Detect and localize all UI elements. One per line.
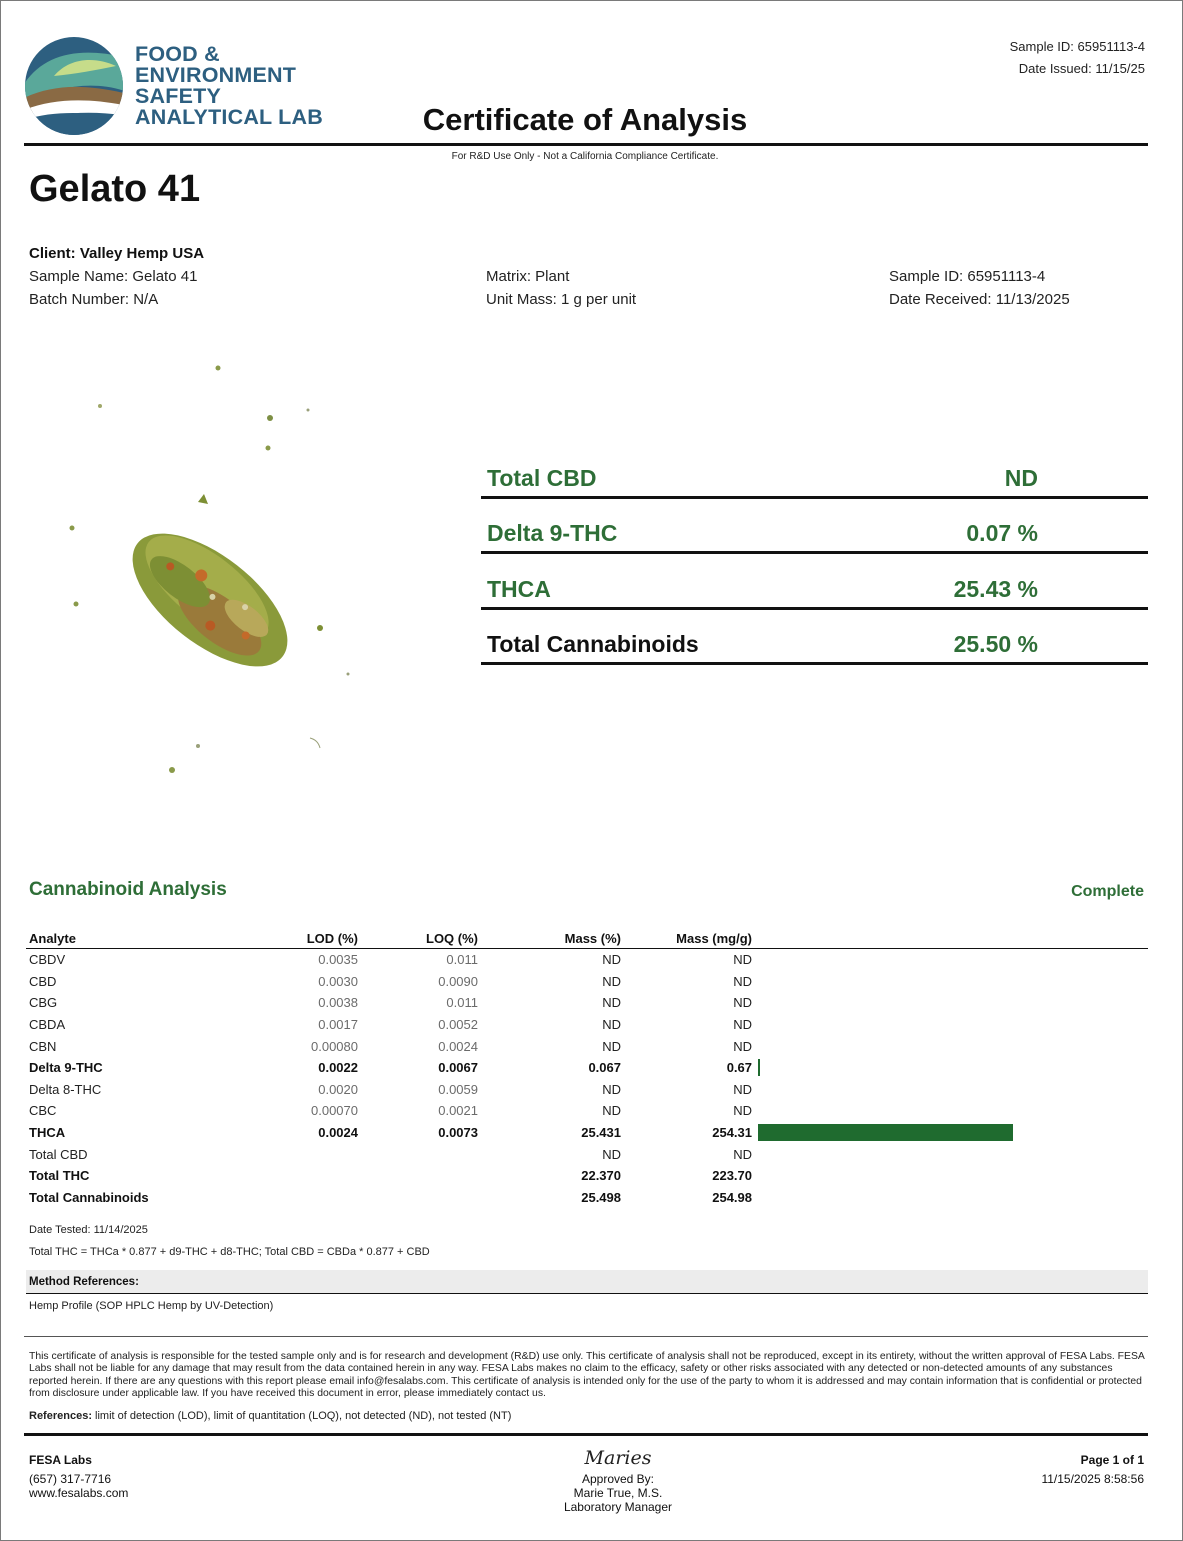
- table-row: [26, 1035, 1148, 1057]
- analyte-cell: CBDV: [29, 952, 66, 968]
- bar-cell: [755, 971, 1148, 993]
- footer-website[interactable]: www.fesalabs.com: [29, 1486, 129, 1500]
- analyte-cell: THCA: [29, 1125, 66, 1141]
- formula-note: Total THC = THCa * 0.877 + d9-THC + d8-THC; Total CBD = CBDa * 0.877 + CBD: [29, 1246, 430, 1258]
- mass-pct-cell: 25.498: [581, 1189, 621, 1205]
- summary-value: ND: [1004, 465, 1038, 491]
- table-row: [26, 1057, 1148, 1079]
- summary-label: Total CBD: [487, 465, 597, 491]
- table-row: [26, 1143, 1148, 1165]
- bar-cell: [755, 1100, 1148, 1122]
- mass-mg-cell: ND: [733, 952, 752, 968]
- references-text: limit of detection (LOD), limit of quantitation (LOQ), not detected (ND), not tested (NT): [91, 1410, 512, 1422]
- mass-pct-cell: 0.067: [588, 1060, 621, 1076]
- analyte-cell: Total Cannabinoids: [29, 1189, 149, 1205]
- page-title: Certificate of Analysis: [422, 102, 748, 137]
- logo-line: FOOD &: [135, 42, 220, 66]
- bar-cell: [755, 1035, 1148, 1057]
- status-badge: Complete: [1071, 883, 1144, 900]
- lod-cell: 0.00080: [311, 1038, 358, 1054]
- client-name: Client: Valley Hemp USA: [29, 245, 205, 262]
- footer-divider: [24, 1433, 1148, 1436]
- rd-note: For R&D Use Only - Not a California Compliance Certificate.: [451, 151, 719, 162]
- loq-cell: 0.011: [446, 952, 478, 968]
- mass-pct-cell: 22.370: [581, 1168, 621, 1184]
- lod-cell: [246, 1165, 361, 1187]
- bar-cell: [755, 1014, 1148, 1036]
- footer-timestamp: 11/15/2025 8:58:56: [1041, 1472, 1144, 1486]
- analyte-cell: CBDA: [29, 1017, 66, 1033]
- date-tested: Date Tested: 11/14/2025: [29, 1224, 148, 1236]
- mass-pct-cell: ND: [602, 1081, 621, 1097]
- loq-cell: 0.0059: [438, 1081, 478, 1097]
- table-row: [26, 1014, 1148, 1036]
- sample-name: Sample Name: Gelato 41: [29, 268, 198, 285]
- product-photo: [60, 360, 380, 800]
- loq-cell: 0.0090: [438, 973, 478, 989]
- mass-mg-cell: ND: [733, 1038, 752, 1054]
- lod-cell: 0.0022: [318, 1060, 358, 1076]
- summary-value: 25.43 %: [953, 576, 1038, 602]
- analyte-cell: CBC: [29, 1103, 57, 1119]
- approver-name: Marie True, M.S.: [573, 1486, 663, 1500]
- product-name: Gelato 41: [29, 168, 201, 210]
- footer-phone: (657) 317-7716: [29, 1472, 112, 1486]
- references-line: [29, 1410, 511, 1422]
- mass-pct-cell: ND: [602, 995, 621, 1011]
- bar-cell: [755, 992, 1148, 1014]
- mass-bar: [758, 1124, 1013, 1141]
- mass-mg-cell: 0.67: [726, 1060, 752, 1076]
- mass-pct-cell: ND: [602, 952, 621, 968]
- analyte-cell: Total CBD: [29, 1146, 88, 1162]
- logo-line: SAFETY: [135, 84, 222, 108]
- header-sample-id: Sample ID: 65951113-4: [1009, 39, 1145, 54]
- lod-cell: 0.0024: [318, 1125, 358, 1141]
- lod-cell: 0.0017: [318, 1017, 358, 1033]
- loq-cell: 0.0024: [438, 1038, 478, 1054]
- mass-mg-cell: 254.31: [712, 1125, 752, 1141]
- analyte-cell: Total THC: [29, 1168, 90, 1184]
- disclaimer-text: This certificate of analysis is responsible for the tested sample only and is for research and development (R&D) use only. This certificate of analysis shall not be reproduced, except in its entirety, without the written approval of FESA Labs. FESA Labs shall not be liable for any damage that may result from the data contained herein in any way. FESA Labs makes no claim to the efficacy, safety or other risks associated with any detected or non-detected amounts of any substances reported herein. If there are any questions with this report please email info@fesalabs.com. This certificate of analysis is intended only for the use of the party to whom it is addressed and may contain information that is confidential or protected from disclosure under applicable law. If you have received this document in error, please immediately contact us.: [29, 1351, 1145, 1399]
- mass-mg-cell: ND: [733, 973, 752, 989]
- loq-cell: [361, 1143, 481, 1165]
- mass-mg-cell: ND: [733, 995, 752, 1011]
- logo-line: ANALYTICAL LAB: [135, 105, 323, 129]
- title-divider: [24, 143, 1148, 146]
- loq-cell: 0.0021: [438, 1103, 478, 1119]
- column-header: LOD (%): [246, 929, 361, 949]
- lod-cell: [246, 1143, 361, 1165]
- lod-cell: 0.0030: [318, 973, 358, 989]
- loq-cell: 0.0067: [438, 1060, 478, 1076]
- loq-cell: [361, 1187, 481, 1209]
- date-received: Date Received: 11/13/2025: [889, 291, 1070, 308]
- lod-cell: 0.0035: [318, 952, 358, 968]
- loq-cell: [361, 1165, 481, 1187]
- column-header: Mass (%): [481, 929, 624, 949]
- sample-id: Sample ID: 65951113-4: [889, 268, 1046, 285]
- footer-company: FESA Labs: [29, 1453, 92, 1467]
- lod-cell: 0.00070: [311, 1103, 358, 1119]
- summary-label: Total Cannabinoids: [487, 631, 699, 657]
- loq-cell: 0.011: [446, 995, 478, 1011]
- column-header: LOQ (%): [361, 929, 481, 949]
- table-header-row: [26, 929, 1148, 949]
- table-row: [26, 1165, 1148, 1187]
- cannabinoid-table: [26, 929, 1148, 1208]
- table-row: [26, 1122, 1148, 1144]
- bar-cell: [755, 1122, 1148, 1144]
- unit-mass: Unit Mass: 1 g per unit: [486, 291, 637, 308]
- column-header-bar: [755, 929, 1148, 949]
- table-row: [26, 971, 1148, 993]
- table-row: [26, 1100, 1148, 1122]
- analyte-cell: CBD: [29, 973, 57, 989]
- lod-cell: [246, 1187, 361, 1209]
- loq-cell: 0.0073: [438, 1125, 478, 1141]
- table-row: [26, 992, 1148, 1014]
- page-number: Page 1 of 1: [1080, 1453, 1144, 1467]
- mass-mg-cell: 254.98: [712, 1189, 752, 1205]
- mass-mg-cell: ND: [733, 1103, 752, 1119]
- bar-cell: [755, 1187, 1148, 1209]
- bar-cell: [755, 949, 1148, 971]
- bar-cell: [755, 1143, 1148, 1165]
- approver-title: Laboratory Manager: [563, 1500, 673, 1514]
- summary-row-thca: [481, 554, 1148, 610]
- mass-bar: [758, 1059, 760, 1076]
- summary-row-total-cannabinoids: [481, 609, 1148, 665]
- method-reference-text: Hemp Profile (SOP HPLC Hemp by UV-Detection): [29, 1300, 274, 1312]
- analyte-cell: CBG: [29, 995, 58, 1011]
- analyte-cell: Delta 8-THC: [29, 1081, 102, 1097]
- table-row: [26, 1079, 1148, 1101]
- summary-label: Delta 9-THC: [487, 520, 618, 546]
- summary-label: THCA: [487, 576, 551, 602]
- disclaimer-divider: [24, 1336, 1148, 1337]
- references-label: References:: [29, 1410, 92, 1422]
- mass-pct-cell: ND: [602, 1038, 621, 1054]
- analyte-cell: CBN: [29, 1038, 57, 1054]
- mass-pct-cell: ND: [602, 973, 621, 989]
- matrix: Matrix: Plant: [486, 268, 570, 285]
- mass-mg-cell: ND: [733, 1146, 752, 1162]
- bar-cell: [755, 1057, 1148, 1079]
- method-references-title: Method References:: [29, 1276, 139, 1288]
- mass-mg-cell: 223.70: [712, 1168, 752, 1184]
- lod-cell: 0.0020: [318, 1081, 358, 1097]
- lod-cell: 0.0038: [318, 995, 358, 1011]
- summary-value: 0.07 %: [966, 520, 1038, 546]
- mass-pct-cell: ND: [602, 1103, 621, 1119]
- mass-mg-cell: ND: [733, 1017, 752, 1033]
- mass-mg-cell: ND: [733, 1081, 752, 1097]
- mass-pct-cell: 25.431: [581, 1125, 621, 1141]
- bar-cell: [755, 1165, 1148, 1187]
- approved-by-label: Approved By:: [581, 1472, 655, 1486]
- mass-pct-cell: ND: [602, 1146, 621, 1162]
- batch-number: Batch Number: N/A: [29, 291, 159, 308]
- signature: Maries: [584, 1447, 652, 1469]
- header-date-issued: Date Issued: 11/15/25: [1018, 61, 1145, 76]
- analysis-title: Cannabinoid Analysis: [29, 879, 227, 900]
- summary-row-total-cbd: [481, 443, 1148, 499]
- bar-cell: [755, 1079, 1148, 1101]
- analyte-cell: Delta 9-THC: [29, 1060, 103, 1076]
- column-header: Analyte: [26, 929, 246, 949]
- table-row: [26, 1187, 1148, 1209]
- method-references-header: [26, 1270, 1148, 1294]
- column-header: Mass (mg/g): [624, 929, 755, 949]
- summary-value: 25.50 %: [953, 631, 1038, 657]
- mass-pct-cell: ND: [602, 1017, 621, 1033]
- table-row: [26, 949, 1148, 971]
- summary-row-delta9-thc: [481, 498, 1148, 554]
- loq-cell: 0.0052: [438, 1017, 478, 1033]
- logo-line: ENVIRONMENT: [135, 63, 297, 87]
